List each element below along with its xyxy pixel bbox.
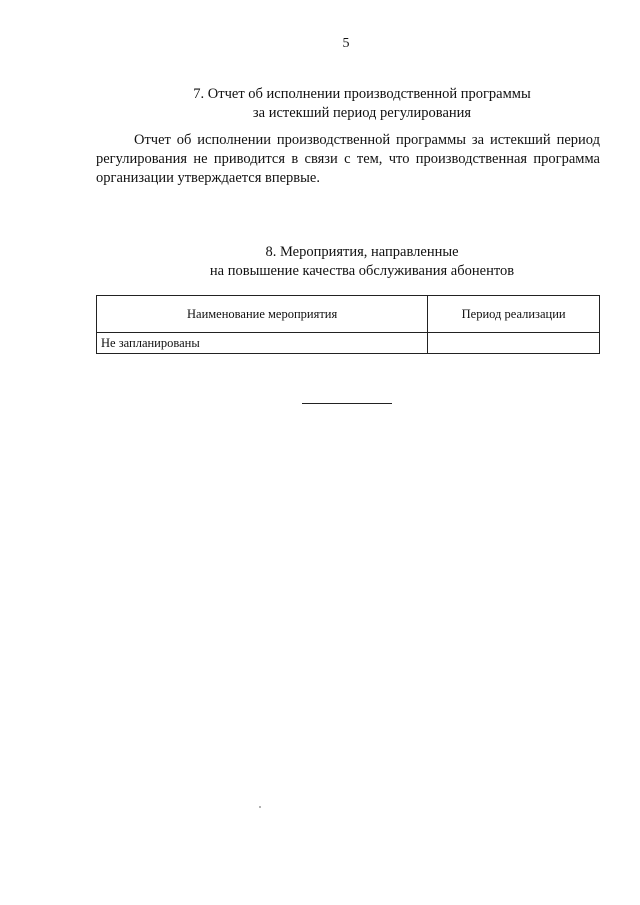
section-7-paragraph: Отчет об исполнении производственной программы за истекший период регулирования не приводится в связи с тем, что производственная программа организации утверждается впервые. bbox=[96, 132, 600, 186]
column-header-event-name: Наименование мероприятия bbox=[97, 296, 428, 333]
section-7-heading-line-1: 7. Отчет об исполнении производственной программы bbox=[193, 86, 531, 102]
table-cell-period bbox=[428, 333, 600, 354]
table-header-row bbox=[97, 296, 600, 333]
events-table bbox=[96, 295, 600, 354]
section-8-heading-line-1: 8. Мероприятия, направленные bbox=[265, 244, 459, 260]
scan-speck bbox=[259, 806, 261, 808]
column-header-period: Период реализации bbox=[428, 296, 600, 333]
table-cell-event-name: Не запланированы bbox=[97, 333, 428, 354]
end-of-document-line bbox=[302, 403, 392, 404]
section-7-heading bbox=[150, 85, 574, 123]
section-8-heading bbox=[150, 243, 574, 281]
section-7-heading-line-2: за истекший период регулирования bbox=[252, 105, 472, 121]
table-row bbox=[97, 333, 600, 354]
section-8-heading-line-2: на повышение качества обслуживания абонентов bbox=[209, 263, 515, 279]
page-number: 5 bbox=[342, 36, 350, 51]
